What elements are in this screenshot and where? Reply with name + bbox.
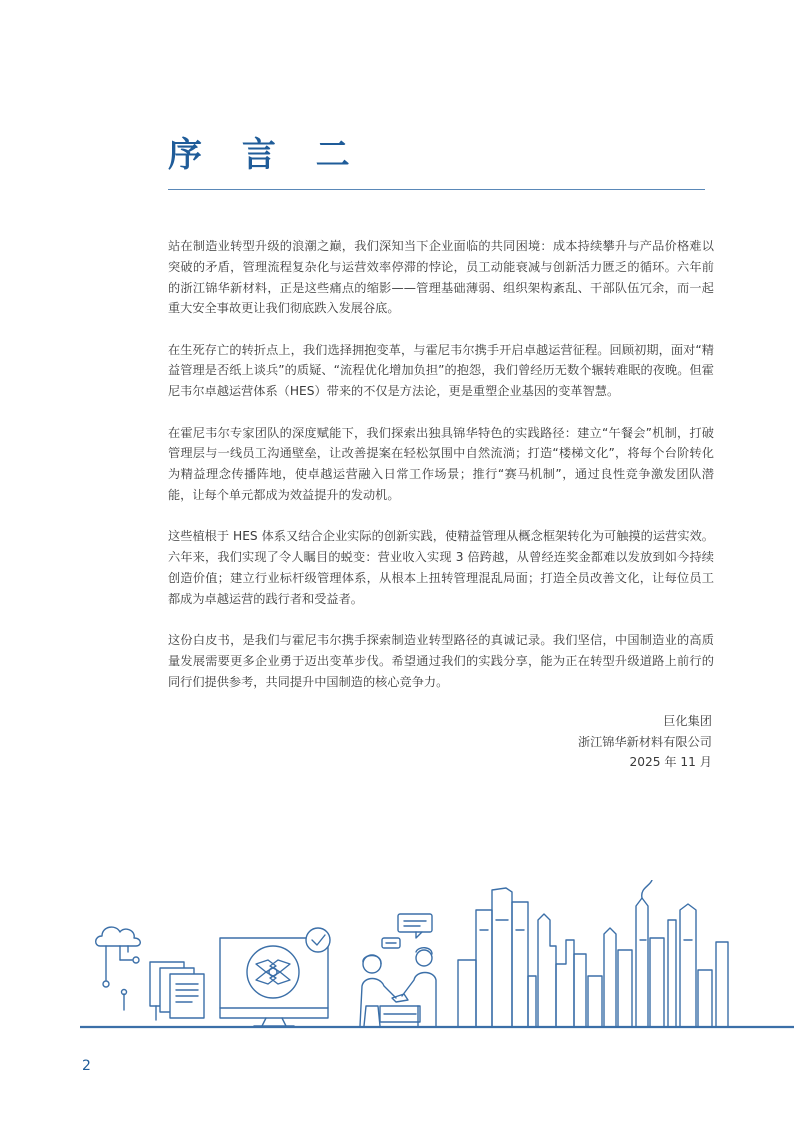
paragraph-3: 在霍尼韦尔专家团队的深度赋能下，我们探索出独具锦华特色的实践路径：建立“午餐会”机制，打破管理层与一线员工沟通壁垒，让改善提案在轻松氛围中自然流淌；打造“楼梯文化”，将每个台阶转化为精益理念传播阵地，使卓越运营融入日常工作场景；推行“赛马机制”，通过良性竞争激发团队潜能，让每个单元都成为效益提升的发动机。 bbox=[168, 425, 714, 502]
signature-block bbox=[578, 711, 712, 773]
title-divider bbox=[168, 189, 705, 190]
preface-body bbox=[168, 236, 714, 713]
handshake-people-icon bbox=[360, 948, 436, 1026]
chat-bubble-icon bbox=[382, 914, 432, 948]
paragraph-2: 在生死存亡的转折点上，我们选择拥抱变革，与霍尼韦尔携手开启卓越运营征程。回顾初期，面对“精益管理是否纸上谈兵”的质疑、“流程优化增加负担”的抱怨，我们曾经历无数个辗转难眠的夜晚。但霍尼韦尔卓越运营体系（HES）带来的不仅是方法论，更是重塑企业基因的变革智慧。 bbox=[168, 342, 714, 399]
documents-icon bbox=[150, 962, 204, 1020]
page-number: 2 bbox=[82, 1058, 91, 1074]
monitor-icon bbox=[220, 938, 328, 1026]
checkmark-icon bbox=[306, 928, 330, 952]
paragraph-1: 站在制造业转型升级的浪潮之巅，我们深知当下企业面临的共同困境：成本持续攀升与产品价格难以突破的矛盾，管理流程复杂化与运营效率停滞的悖论，员工动能衰减与创新活力匮乏的循环。六年前的浙江锦华新材料，正是这些痛点的缩影——管理基础薄弱、组织架构紊乱、干部队伍冗余，而一起重大安全事故更让我们彻底跌入发展谷底。 bbox=[168, 239, 714, 316]
paragraph-5: 这份白皮书，是我们与霍尼韦尔携手探索制造业转型路径的真诚记录。我们坚信，中国制造业的高质量发展需要更多企业勇于迈出变革步伐。希望通过我们的实践分享，能为正在转型升级道路上前行的同行们提供参考，共同提升中国制造的核心竞争力。 bbox=[168, 632, 714, 689]
cloud-icon bbox=[96, 927, 141, 1010]
signature-group: 巨化集团 bbox=[663, 714, 712, 728]
signature-date: 2025 年 11 月 bbox=[629, 755, 712, 769]
industry-line-illustration bbox=[80, 880, 794, 1030]
paragraph-4: 这些植根于 HES 体系又结合企业实际的创新实践，使精益管理从概念框架转化为可触摸的运营实效。六年来，我们实现了令人瞩目的蜕变：营业收入实现 3 倍跨越，从曾经连奖金都难以发放到如今持续创造价值；建立行业标杆级管理体系，从根本上扭转管理混乱局面；打造全员改善文化，让每位员工都成为卓越运营的践行者和受益者。 bbox=[168, 529, 714, 606]
page-title: 序 言 二 bbox=[168, 135, 364, 175]
factory-skyline-icon bbox=[458, 880, 728, 1027]
signature-company: 浙江锦华新材料有限公司 bbox=[577, 734, 712, 749]
